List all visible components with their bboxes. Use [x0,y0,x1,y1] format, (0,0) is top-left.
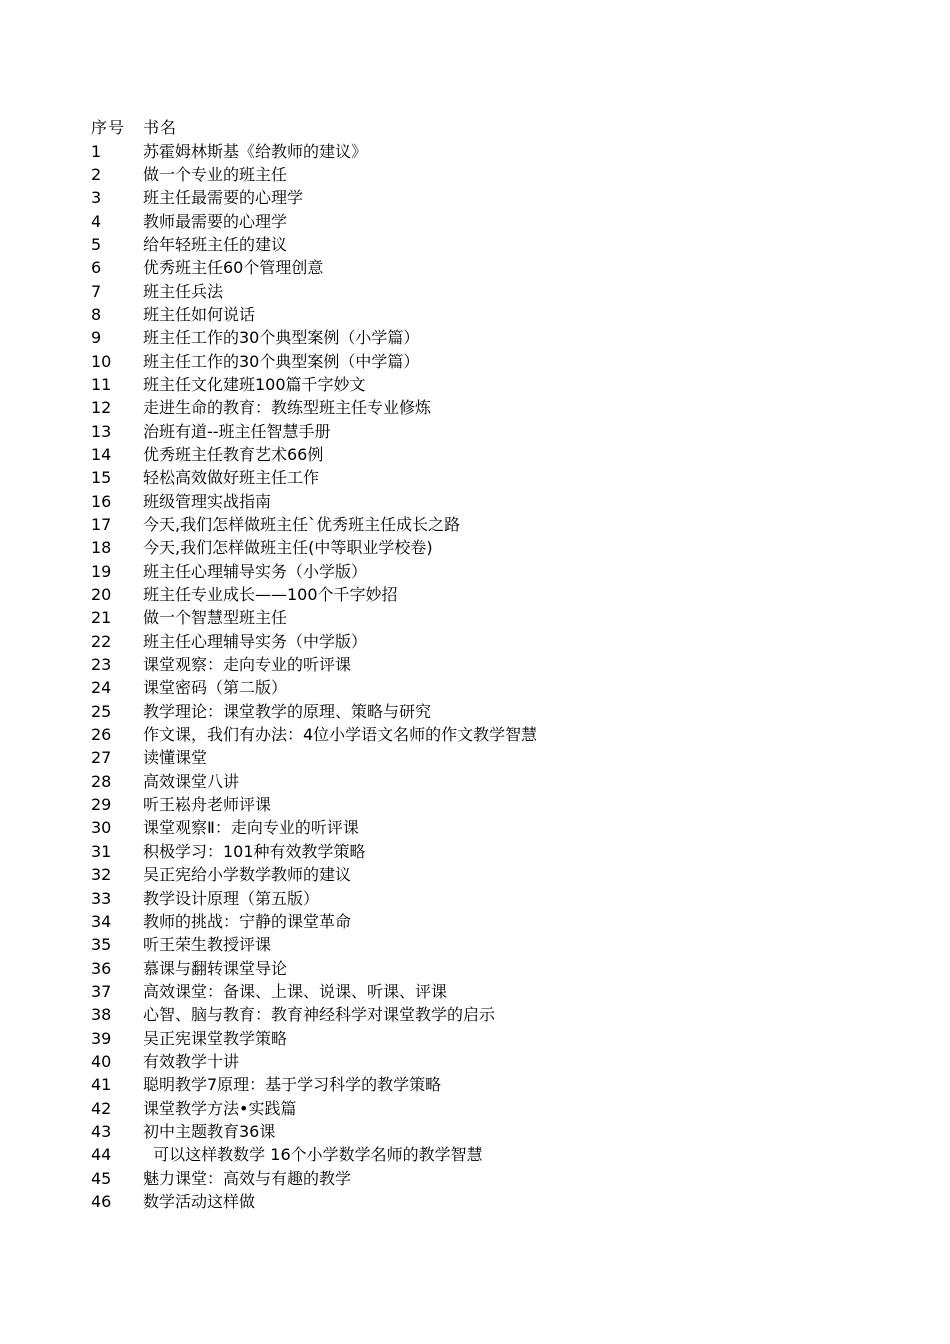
book-number: 23 [91,655,112,675]
book-title: 轻松高效做好班主任工作 [143,468,320,488]
list-item [91,396,851,419]
list-item [91,373,851,396]
book-number: 7 [91,281,102,301]
book-list [91,116,851,1213]
list-item [91,1050,851,1073]
book-title: 高效课堂：备课、上课、说课、听课、评课 [143,981,448,1001]
book-title: 班主任专业成长——100个千字妙招 [143,585,398,605]
book-number: 28 [91,771,112,791]
book-number: 27 [91,748,112,768]
list-item [91,163,851,186]
book-number: 20 [91,585,112,605]
book-title: 心智、脑与教育：教育神经科学对课堂教学的启示 [143,1005,496,1025]
list-item [91,933,851,956]
book-number: 37 [91,981,112,1001]
book-title: 吴正宪给小学数学教师的建议 [143,865,352,885]
list-item [91,233,851,256]
list-item [91,1003,851,1026]
book-title: 做一个智慧型班主任 [143,608,288,628]
book-title: 今天,我们怎样做班主任(中等职业学校卷) [143,538,433,558]
list-item [91,1073,851,1096]
list-item [91,303,851,326]
book-title: 吴正宪课堂教学策略 [143,1028,288,1048]
book-title: 教师的挑战：宁静的课堂革命 [143,911,352,931]
book-number: 13 [91,421,112,441]
book-number: 4 [91,211,102,231]
book-number: 33 [91,888,112,908]
book-number: 5 [91,234,102,254]
list-item [91,1026,851,1049]
list-item [91,700,851,723]
book-number: 17 [91,515,112,535]
book-number: 8 [91,304,102,324]
book-number: 19 [91,561,112,581]
book-title: 教师最需要的心理学 [143,211,288,231]
book-number: 35 [91,935,112,955]
list-item [91,560,851,583]
book-number: 15 [91,468,112,488]
book-number: 24 [91,678,112,698]
book-title: 聪明教学7原理：基于学习科学的教学策略 [143,1075,442,1095]
book-title: 高效课堂八讲 [143,771,240,791]
list-item [91,863,851,886]
book-title: 慕课与翻转课堂导论 [143,958,288,978]
book-title: 班主任如何说话 [143,304,256,324]
list-item [91,139,851,162]
list-item [91,606,851,629]
book-title: 治班有道--班主任智慧手册 [143,421,331,441]
list-item [91,816,851,839]
book-number: 12 [91,398,112,418]
book-number: 3 [91,188,102,208]
header-number-label: 序号 [91,118,126,138]
list-item [91,956,851,979]
book-title: 走进生命的教育：教练型班主任专业修炼 [143,398,432,418]
book-number: 16 [91,491,112,511]
list-item [91,583,851,606]
book-title: 数学活动这样做 [143,1191,256,1211]
list-item [91,676,851,699]
book-number: 1 [91,141,102,161]
book-title: 听王崧舟老师评课 [143,795,272,815]
list-item [91,1166,851,1189]
list-item [91,1120,851,1143]
book-title: 课堂观察：走向专业的听评课 [143,655,352,675]
book-title: 班主任工作的30个典型案例（小学篇） [143,328,420,348]
book-title: 可以这样教数学 16个小学数学名师的教学智慧 [143,1145,483,1165]
list-item [91,1096,851,1119]
book-number: 10 [91,351,112,371]
book-title: 初中主题教育36课 [143,1121,276,1141]
list-item [91,886,851,909]
list-item [91,466,851,489]
list-item [91,793,851,816]
list-item [91,630,851,653]
list-item [91,536,851,559]
book-title: 优秀班主任60个管理创意 [143,258,324,278]
list-item [91,910,851,933]
book-number: 45 [91,1168,112,1188]
book-number: 39 [91,1028,112,1048]
header-title-label: 书名 [143,118,178,138]
list-item [91,980,851,1003]
book-rows [91,139,851,1213]
list-item [91,419,851,442]
book-number: 32 [91,865,112,885]
book-number: 44 [91,1145,112,1165]
book-number: 34 [91,911,112,931]
book-title: 课堂观察Ⅱ：走向专业的听评课 [143,818,359,838]
list-item [91,443,851,466]
list-item [91,840,851,863]
book-title: 班主任最需要的心理学 [143,188,304,208]
book-number: 21 [91,608,112,628]
list-item [91,186,851,209]
book-title: 教学设计原理（第五版） [143,888,320,908]
book-number: 30 [91,818,112,838]
book-title: 课堂密码（第二版） [143,678,288,698]
book-number: 6 [91,258,102,278]
list-item [91,326,851,349]
list-item [91,653,851,676]
book-title: 积极学习：101种有效教学策略 [143,841,366,861]
book-title: 班主任心理辅导实务（小学版） [143,561,368,581]
book-title: 读懂课堂 [143,748,208,768]
list-header [91,116,851,139]
list-item [91,349,851,372]
book-number: 11 [91,374,112,394]
book-number: 46 [91,1191,112,1211]
book-title: 有效教学十讲 [143,1051,240,1071]
book-title: 教学理论：课堂教学的原理、策略与研究 [143,701,432,721]
book-title: 给年轻班主任的建议 [143,234,288,254]
list-item [91,1143,851,1166]
list-item [91,256,851,279]
book-title: 班主任心理辅导实务（中学版） [143,631,368,651]
book-number: 22 [91,631,112,651]
book-number: 31 [91,841,112,861]
list-item [91,746,851,769]
book-title: 听王荣生教授评课 [143,935,272,955]
book-number: 38 [91,1005,112,1025]
book-number: 26 [91,725,112,745]
book-title: 今天,我们怎样做班主任`优秀班主任成长之路 [143,515,461,535]
book-title: 班主任兵法 [143,281,224,301]
list-item [91,1190,851,1213]
list-item [91,513,851,536]
book-number: 9 [91,328,102,348]
list-item [91,770,851,793]
book-number: 25 [91,701,112,721]
list-item [91,723,851,746]
book-title: 作文课，我们有办法：4位小学语文名师的作文教学智慧 [143,725,538,745]
book-title: 课堂教学方法•实践篇 [143,1098,297,1118]
book-number: 29 [91,795,112,815]
book-title: 魅力课堂：高效与有趣的教学 [143,1168,352,1188]
book-number: 40 [91,1051,112,1071]
book-title: 班主任文化建班100篇千字妙文 [143,374,366,394]
book-title: 苏霍姆林斯基《给教师的建议》 [143,141,368,161]
book-number: 43 [91,1121,112,1141]
list-item [91,279,851,302]
book-number: 41 [91,1075,112,1095]
book-number: 14 [91,444,112,464]
book-number: 18 [91,538,112,558]
book-number: 42 [91,1098,112,1118]
book-title: 做一个专业的班主任 [143,164,288,184]
book-number: 2 [91,164,102,184]
book-title: 班级管理实战指南 [143,491,272,511]
list-item [91,490,851,513]
list-item [91,209,851,232]
book-title: 班主任工作的30个典型案例（中学篇） [143,351,420,371]
book-title: 优秀班主任教育艺术66例 [143,444,324,464]
book-number: 36 [91,958,112,978]
